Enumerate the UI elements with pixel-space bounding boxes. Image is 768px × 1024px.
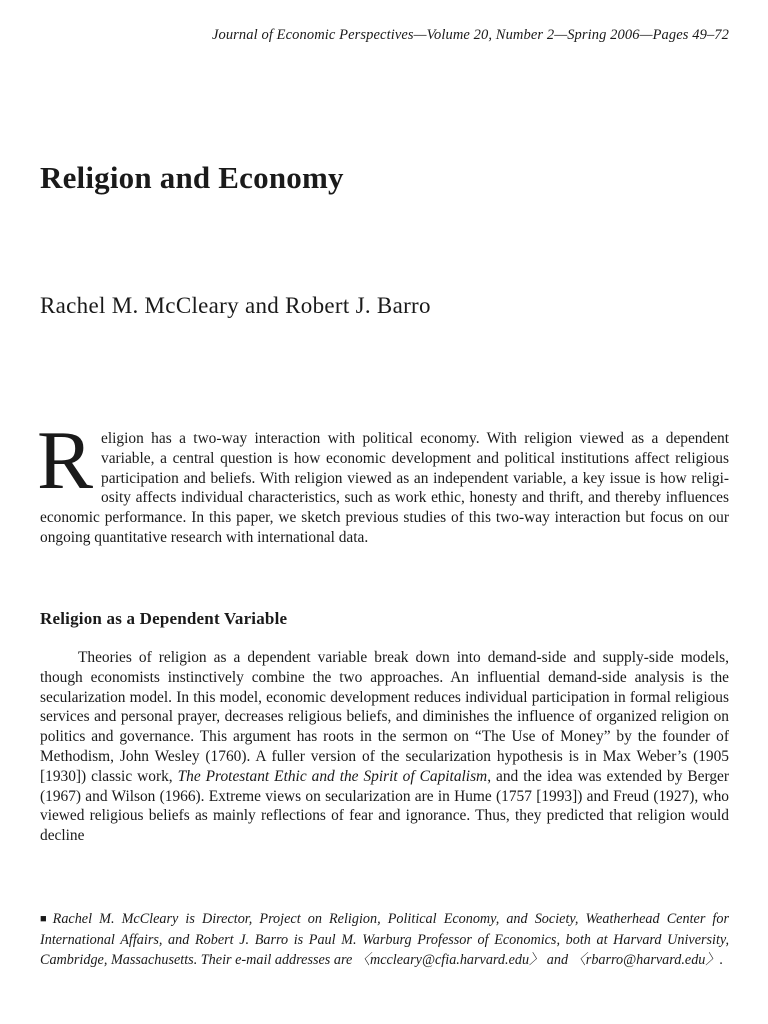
body-text-part1: Theories of religion as a dependent variable break down into demand-side and supply-side models, though economists instinctively combine the two approaches. An influential demand-side analysis is the secularization model. In this model, economic development reduces individual participation in formal religious services and personal prayer, decreases religious beliefs, and diminishes the influence of organized religion on politics and governance. This argument has roots in the sermon on “The Use of Money” by the founder of Methodism, John Wesley (1760). A fuller version of the secularization hypothesis is in Max Weber’s (1905 [1930]) classic work, [40, 649, 729, 785]
running-head: Journal of Economic Perspectives—Volume 20, Number 2—Spring 2006—Pages 49–72 [211, 27, 729, 43]
body-text-part2: , and the idea was extended by Berger (1967) and Wilson (1966). Extreme views on secularization are in Hume (1757 [1993]) and Freud (1927), who viewed religious beliefs as mainly reflections of fear and ignorance. Thus, they predicted that religion would decline [40, 767, 729, 845]
drop-cap: R [37, 414, 94, 507]
footnote-bullet-icon: ■ [40, 913, 47, 925]
paper-title: Religion and Economy [40, 160, 344, 195]
abstract-paragraph [37, 414, 729, 548]
body-paragraph [40, 648, 729, 846]
section-heading: Religion as a Dependent Variable [40, 609, 288, 628]
book-title-italic: The Protestant Ethic and the Spirit of Capitalism [177, 767, 488, 785]
author-footnote [40, 909, 729, 971]
author-line: Rachel M. McCleary and Robert J. Barro [40, 293, 431, 318]
abstract-text: eligion has a two-way interaction with political economy. With religion viewed as a dependent variable, a central question is how economic development and political institutions affect religious participation and beliefs. With religion viewed as an independent variable, a key issue is how religiosity affects individual characteristics, such as work ethic, honesty and thrift, and thereby influences economic performance. In this paper, we sketch previous studies of this two-way interaction but focus on our ongoing quantitative research with international data. [40, 430, 729, 546]
paper-page [37, 0, 729, 1024]
footnote-text: Rachel M. McCleary is Director, Project on Religion, Political Economy, and Society, Weatherhead Center for International Affairs, and Robert J. Barro is Paul M. Warburg Professor of Economics, both at Harvard University, Cambridge, Massachusetts. Their e-mail addresses are 〈mccleary@cfia.harvard.edu〉 and 〈rbarro@harvard.edu〉. [40, 911, 729, 969]
